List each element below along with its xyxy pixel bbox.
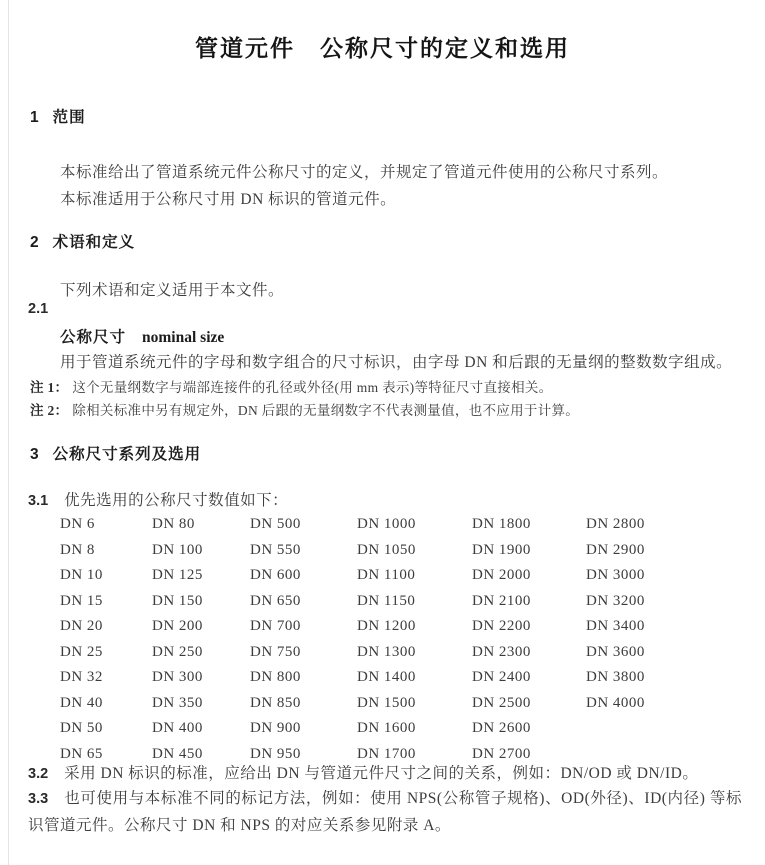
dn-value: DN 3400 <box>586 618 645 634</box>
section-1-number: 1 <box>30 109 39 126</box>
dn-value: DN 3800 <box>586 669 645 685</box>
dn-value: DN 3200 <box>586 592 645 609</box>
dn-value: DN 1150 <box>357 592 416 609</box>
section-3-number: 3 <box>30 446 39 463</box>
dn-value: DN 950 <box>250 745 301 762</box>
dn-value: DN 1800 <box>472 516 531 532</box>
dn-value: DN 20 <box>60 618 103 634</box>
dn-value: DN 750 <box>250 643 301 660</box>
note-2-text: 除相关标准中另有规定外，DN 后跟的无量纲数字不代表测量值，也不应用于计算。 <box>72 403 580 418</box>
dn-value: DN 4000 <box>586 694 645 711</box>
section-3-title: 公称尺寸系列及选用 <box>52 446 202 463</box>
note-1 <box>30 376 552 396</box>
scan-edge-line <box>8 0 9 865</box>
clause-number-2-1: 2.1 <box>28 301 49 317</box>
dn-value: DN 350 <box>152 694 203 711</box>
dn-value: DN 1300 <box>357 643 416 660</box>
dn-column-4 <box>357 512 472 767</box>
term-entry <box>60 325 224 347</box>
terms-intro: 下列术语和定义适用于本文件。 <box>60 282 285 299</box>
dn-value: DN 2200 <box>472 618 531 634</box>
dn-value: DN 450 <box>152 745 203 762</box>
clause-3-3-text: 也可使用与本标准不同的标记方法，例如：使用 NPS(公称管子规格)、OD(外径)、ID(内径) 等标识管道元件。公称尺寸 DN 和 NPS 的对应关系参见附录 A。 <box>28 790 742 834</box>
dn-value: DN 550 <box>250 541 301 558</box>
dn-value: DN 1100 <box>357 567 416 583</box>
dn-value: DN 2100 <box>472 592 531 609</box>
dn-value: DN 25 <box>60 643 103 660</box>
dn-value: DN 1900 <box>472 541 531 558</box>
clause-3-2 <box>28 761 698 783</box>
dn-value: DN 2800 <box>586 516 645 532</box>
clause-3-2-text: 采用 DN 标识的标准，应给出 DN 与管道元件尺寸之间的关系，例如：DN/OD 或 DN/ID。 <box>64 765 699 782</box>
clause-number-3-3: 3.3 <box>28 791 49 807</box>
dn-value: DN 300 <box>152 669 203 685</box>
dn-value: DN 50 <box>60 720 103 736</box>
dn-value: DN 650 <box>250 592 301 609</box>
dn-value: DN 6 <box>60 516 95 532</box>
dn-value: DN 1000 <box>357 516 416 532</box>
dn-value: DN 2700 <box>472 745 531 762</box>
section-3-heading <box>30 442 201 464</box>
scope-paragraph-2: 本标准适用于公称尺寸用 DN 标识的管道元件。 <box>60 191 397 208</box>
dn-value: DN 250 <box>152 643 203 660</box>
dn-value: DN 800 <box>250 669 301 685</box>
dn-value: DN 8 <box>60 541 95 558</box>
dn-value: DN 40 <box>60 694 103 711</box>
dn-value: DN 1500 <box>357 694 416 711</box>
dn-value: DN 900 <box>250 720 301 736</box>
section-1-heading <box>30 105 86 127</box>
section-1-title: 范围 <box>52 109 86 126</box>
dn-value: DN 100 <box>152 541 203 558</box>
dn-column-6 <box>586 512 696 767</box>
note-1-label: 注 1： <box>30 380 69 395</box>
dn-value: DN 80 <box>152 516 195 532</box>
clause-number-3-2: 3.2 <box>28 766 49 782</box>
document-title: 管道元件 公称尺寸的定义和选用 <box>195 35 570 61</box>
dn-value: DN 1600 <box>357 720 416 736</box>
dn-value: DN 2000 <box>472 567 531 583</box>
dn-value: DN 10 <box>60 567 103 583</box>
dn-value: DN 1050 <box>357 541 416 558</box>
dn-value: DN 65 <box>60 745 103 762</box>
term-2-1-number <box>28 300 64 318</box>
dn-column-1 <box>60 512 152 767</box>
dn-value: DN 200 <box>152 618 203 634</box>
dn-value: DN 3600 <box>586 643 645 660</box>
dn-table <box>60 512 696 767</box>
note-2-label: 注 2： <box>30 403 69 418</box>
dn-column-5 <box>472 512 586 767</box>
dn-value: DN 500 <box>250 516 301 532</box>
dn-value: DN 2900 <box>586 541 645 558</box>
dn-value: DN 32 <box>60 669 103 685</box>
dn-value: DN 850 <box>250 694 301 711</box>
dn-column-3 <box>250 512 357 767</box>
dn-value: DN 1400 <box>357 669 416 685</box>
dn-value: DN 2600 <box>472 720 531 736</box>
clause-3-3 <box>28 786 742 839</box>
dn-value: DN 15 <box>60 592 103 609</box>
dn-value: DN 2500 <box>472 694 531 711</box>
dn-column-2 <box>152 512 250 767</box>
term-name-en: nominal size <box>142 329 225 346</box>
clause-3-1-text: 优先选用的公称尺寸数值如下： <box>64 492 289 509</box>
dn-value: DN 150 <box>152 592 203 609</box>
clause-number-3-1: 3.1 <box>28 493 49 509</box>
dn-value: DN 3000 <box>586 567 645 583</box>
dn-value: DN 2400 <box>472 669 531 685</box>
note-2 <box>30 399 579 419</box>
clause-3-1 <box>28 488 288 510</box>
dn-value: DN 600 <box>250 567 301 583</box>
section-2-title: 术语和定义 <box>52 234 136 251</box>
dn-value: DN 125 <box>152 567 203 583</box>
dn-value: DN 1700 <box>357 745 416 762</box>
term-definition: 用于管道系统元件的字母和数字组合的尺寸标识，由字母 DN 和后跟的无量纲的整数数字组成。 <box>60 354 733 371</box>
section-2-number: 2 <box>30 234 39 251</box>
section-2-heading <box>30 230 135 252</box>
dn-value: DN 700 <box>250 618 301 634</box>
term-name-zh: 公称尺寸 <box>60 329 127 346</box>
dn-value: DN 2300 <box>472 643 531 660</box>
note-1-text: 这个无量纲数字与端部连接件的孔径或外径(用 mm 表示)等特征尺寸直接相关。 <box>72 380 553 395</box>
scope-paragraph-1: 本标准给出了管道系统元件公称尺寸的定义，并规定了管道元件使用的公称尺寸系列。 <box>60 164 669 181</box>
dn-value: DN 1200 <box>357 618 416 634</box>
dn-value: DN 400 <box>152 720 203 736</box>
